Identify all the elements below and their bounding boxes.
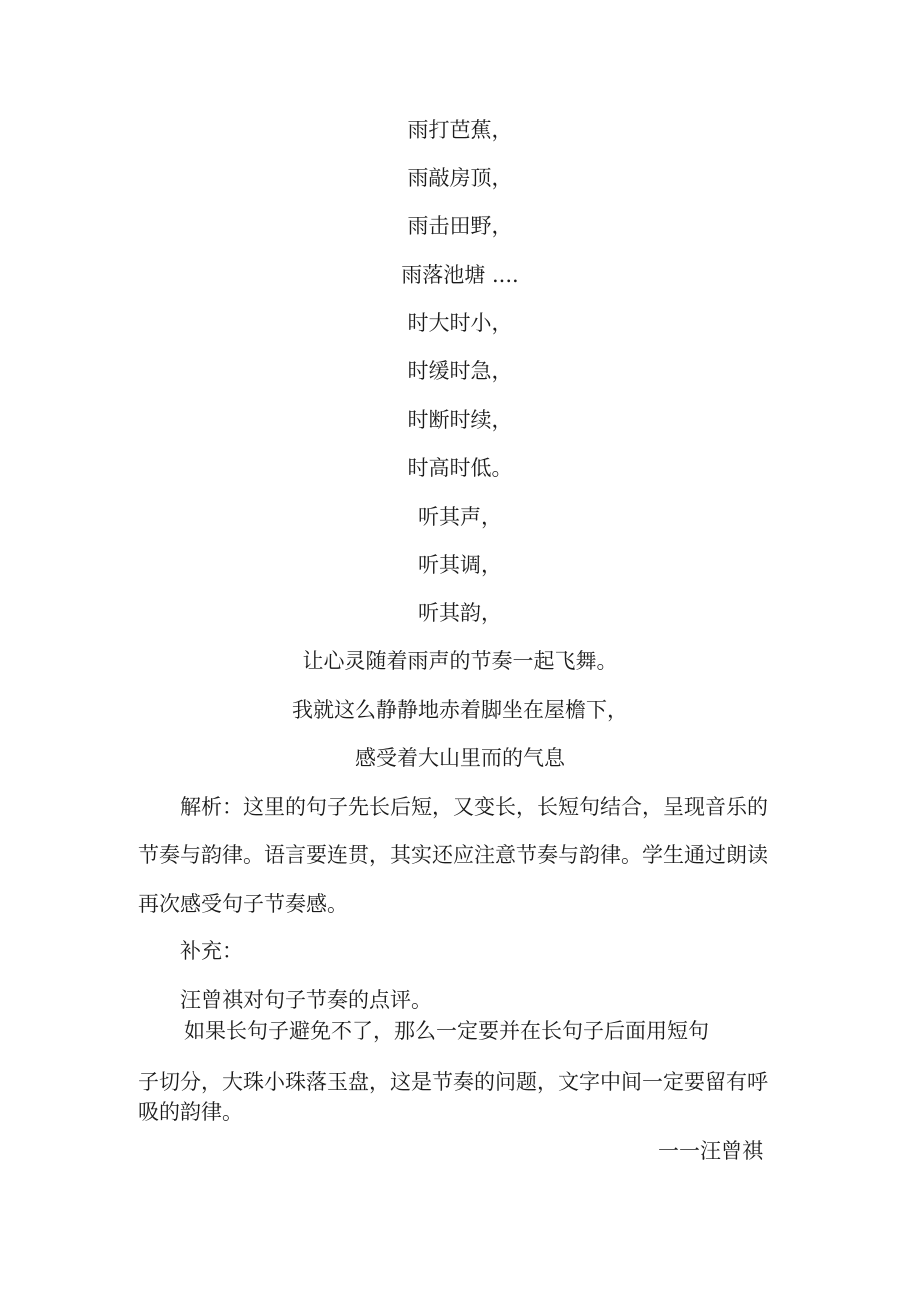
poem-line: 时缓时急， [407,359,513,383]
poem-line: 让心灵随着雨声的节奏一起飞舞。 [302,649,618,673]
poem-line: 雨敲房顶， [407,166,513,190]
poem-line: 听其声， [418,505,502,529]
poem-line: 时高时低。 [407,456,513,480]
analysis-line: 节奏与韵律。语言要连贯，其实还应注意节奏与韵律。学生通过朗读 [138,843,768,867]
analysis-line: 再次感受句子节奏感。 [138,892,348,916]
supplement-label: 补充： [180,939,243,963]
analysis-line: 解析：这里的句子先长后短，又变长，长短句结合，呈现音乐的 [180,795,768,819]
quote-line: 子切分，大珠小珠落玉盘，这是节奏的问题，文字中间一定要留有呼 [138,1070,768,1094]
poem-line: 听其调， [418,553,502,577]
poem-line: 雨击田野， [407,214,513,238]
poem-line: 雨打芭蕉， [407,118,513,142]
poem-line: 听其韵， [418,601,502,625]
poem-line: 时大时小， [407,311,513,335]
poem-line: 时断时续， [407,408,513,432]
poem-line: 我就这么静静地赤着脚坐在屋檐下， [292,698,628,722]
poem-line: 雨落池塘 .... [401,263,519,287]
attribution: 一一汪曾祺 [658,1139,763,1163]
supplement-intro: 汪曾祺对句子节奏的点评。 [180,988,432,1012]
quote-line: 如果长句子避免不了，那么一定要并在长句子后面用短句 [184,1019,709,1043]
quote-line: 吸的韵律。 [138,1100,243,1124]
poem-line: 感受着大山里而的气息 [355,746,565,770]
